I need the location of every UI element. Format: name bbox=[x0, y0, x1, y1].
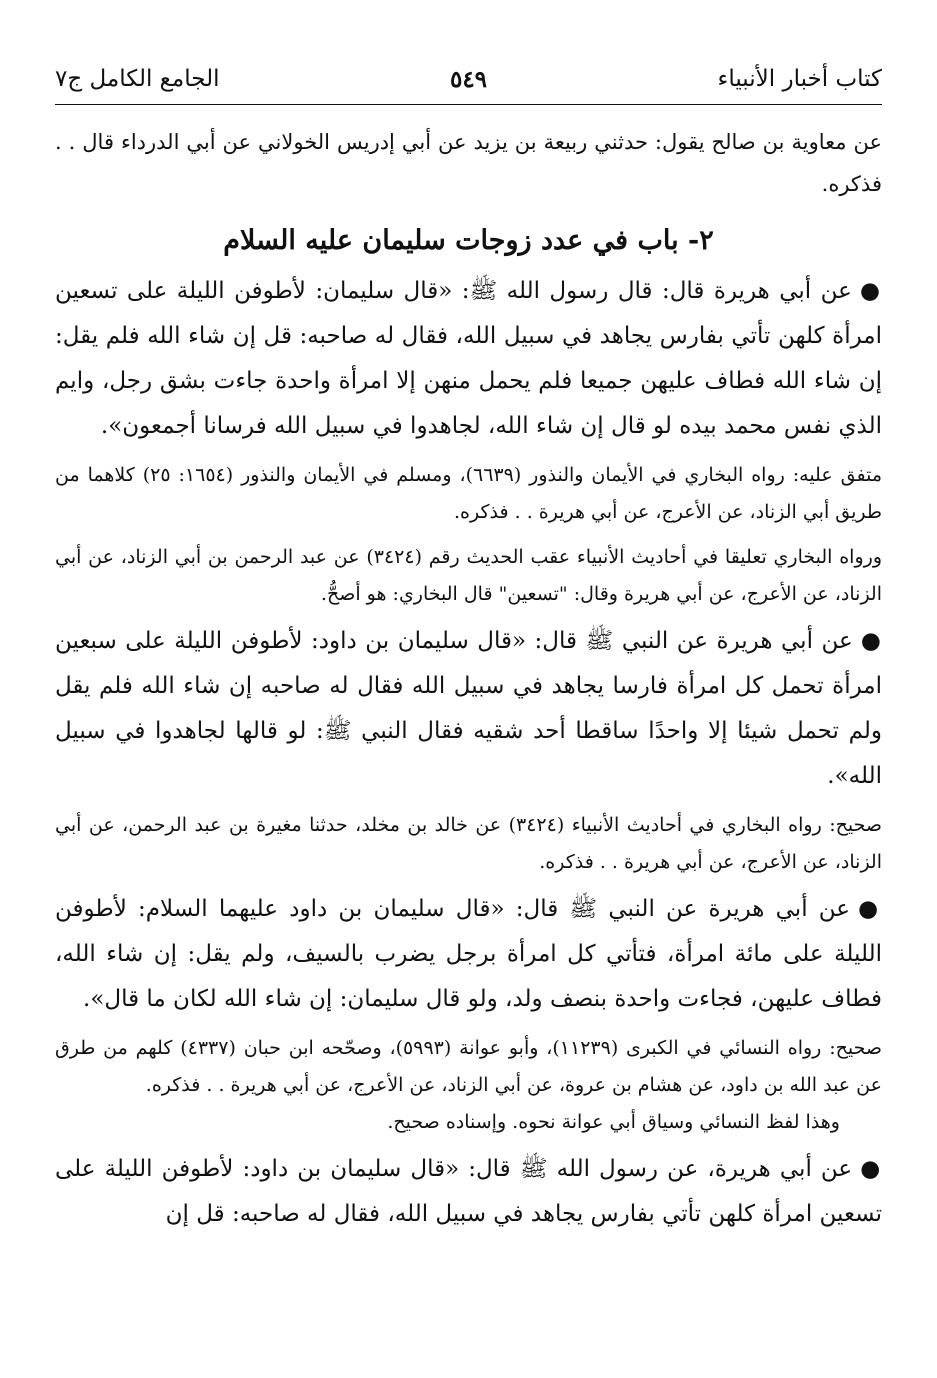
book-section-title: كتاب أخبار الأنبياء bbox=[717, 66, 882, 92]
hadith-text: عن أبي هريرة قال: قال رسول الله ﷺ: «قال سليمان: لأطوفن الليلة على تسعين امرأة كلهن تأتي بفارس يجاهد في سبيل الله، فقال له صاحبه: قل إن شاء الله فلم يقل: إن شاء الله فطاف عليهن جميعا فلم يحمل منهن إلا امرأة واحدة جاءت بشق رجل، وايم الذي نفس محمد بيده لو قال إن شاء الله، لجاهدوا في سبيل الله فرسانا أجمعون». bbox=[55, 278, 882, 439]
hadith-paragraph bbox=[55, 619, 882, 799]
hadith-paragraph bbox=[55, 887, 882, 1022]
bullet-icon: ● bbox=[860, 1156, 882, 1182]
hadith-text: عن أبي هريرة عن النبي ﷺ قال: «قال سليمان بن داود عليهما السلام: لأطوفن الليلة على مائة امرأة، فتأتي كل امرأة برجل يضرب بالسيف، ولم يقل: إن شاء الله، فطاف عليهن، فجاءت واحدة بنصف ولد، ولو قال سليمان: إن شاء الله لكان ما قال». bbox=[55, 896, 882, 1012]
takhrij-note: متفق عليه: رواه البخاري في الأيمان والنذور (٦٦٣٩)، ومسلم في الأيمان والنذور (١٦٥٤: ٢٥) كلاهما من طريق أبي الزناد، عن الأعرج، عن أبي هريرة . . فذكره. bbox=[55, 464, 882, 523]
bullet-icon: ● bbox=[859, 278, 882, 304]
hadith-text: عن أبي هريرة، عن رسول الله ﷺ قال: «قال سليمان بن داود: لأطوفن الليلة على تسعين امرأة كلهن تأتي بفارس يجاهد في سبيل الله، فقال له صاحبه: قل إن bbox=[55, 1156, 882, 1227]
takhrij-note: ورواه البخاري تعليقا في أحاديث الأنبياء عقب الحديث رقم (٣٤٢٤) عن عبد الرحمن بن أبي الزناد، عن أبي الزناد، عن الأعرج، عن أبي هريرة وقال: "تسعين" قال البخاري: هو أصحُّ. bbox=[55, 546, 882, 605]
hadith-text: عن أبي هريرة عن النبي ﷺ قال: «قال سليمان بن داود: لأطوفن الليلة على سبعين امرأة تحمل كل امرأة فارسا يجاهد في سبيل الله فقال له صاحبه إن شاء الله فلم يقل ولم تحمل شيئا إلا واحدًا ساقطا أحد شقيه فقال النبي ﷺ: لو قالها لجاهدوا في سبيل الله». bbox=[55, 628, 882, 789]
bullet-icon: ● bbox=[858, 896, 882, 922]
page-number: ٥٤٩ bbox=[449, 66, 488, 93]
chapter-title: ٢- باب في عدد زوجات سليمان عليه السلام bbox=[223, 225, 714, 256]
takhrij-note: صحيح: رواه النسائي في الكبرى (١١٢٣٩)، وأبو عوانة (٥٩٩٣)، وصحّحه ابن حبان (٤٣٣٧) كلهم من طرق عن عبد الله بن داود، عن هشام بن عروة، عن أبي الزناد، عن الأعرج، عن أبي هريرة . . فذكره. bbox=[55, 1037, 882, 1096]
running-header bbox=[55, 58, 882, 105]
bullet-icon: ● bbox=[860, 628, 882, 654]
isnad-comment: وهذا لفظ النسائي وسياق أبي عوانة نحوه. وإسناده صحيح. bbox=[387, 1111, 840, 1133]
takhrij-note: صحيح: رواه البخاري في أحاديث الأنبياء (٣٤٢٤) عن خالد بن مخلد، حدثنا مغيرة بن عبد الرحمن، عن أبي الزناد، عن الأعرج، عن أبي هريرة . . فذكره. bbox=[55, 814, 882, 873]
hadith-paragraph bbox=[55, 269, 882, 449]
continued-text: عن معاوية بن صالح يقول: حدثني ربيعة بن يزيد عن أبي إدريس الخولاني عن أبي الدرداء قال . . فذكره. bbox=[55, 130, 882, 196]
hadith-paragraph bbox=[55, 1147, 882, 1237]
book-volume-title: الجامع الكامل ج٧ bbox=[55, 66, 220, 92]
